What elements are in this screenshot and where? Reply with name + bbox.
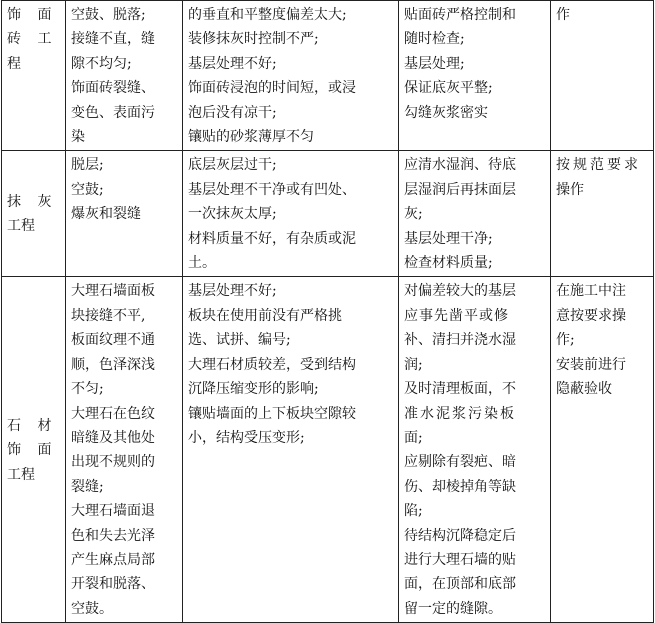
problem-line: 接缝不直，缝: [71, 31, 155, 48]
measure-line: 层湿润后再抹面层: [404, 181, 516, 198]
remark-line: 在施工中注: [556, 283, 626, 300]
problem-line: 不匀;: [71, 381, 104, 398]
cause-line: 材料质量不好，有杂质或泥: [188, 230, 356, 247]
problem-line: 空鼓;: [71, 181, 104, 198]
measure-line: 保证底灰平整;: [404, 80, 493, 97]
project-line: 程: [7, 55, 21, 72]
measure-line: 勾缝灰浆密实: [404, 104, 488, 121]
remark-line: 操作: [556, 181, 584, 198]
causes-cell: [183, 277, 399, 623]
problem-line: 爆灰和裂缝: [71, 206, 141, 223]
cause-line: 一次抹灰太厚;: [188, 206, 277, 223]
cause-line: 基层处理不干净或有凹处、: [188, 181, 356, 198]
measure-line: 灰;: [404, 206, 423, 223]
project-line: 石 材: [7, 417, 58, 434]
cause-line: 板块在使用前没有严格挑: [188, 307, 342, 324]
measure-line: 伤、却棱掉角等缺: [404, 478, 516, 495]
remarks-cell: [551, 151, 654, 277]
cause-line: 基层处理不好;: [188, 283, 277, 300]
problem-line: 出现不规则的: [71, 454, 155, 471]
project-line: 砖 工: [7, 31, 58, 48]
measure-line: 应事先凿平或修: [404, 307, 509, 324]
cause-line: 小，结构受压变形;: [188, 429, 305, 446]
remarks-cell: [551, 277, 654, 623]
measure-line: 应清水湿润、待底: [404, 157, 516, 174]
measure-line: 基层处理;: [404, 55, 465, 72]
project-line: 饰 面: [7, 7, 58, 23]
problem-line: 饰面砖裂缝、: [71, 80, 155, 97]
problem-line: 裂缝;: [71, 478, 104, 495]
problem-line: 开裂和脱落、: [71, 576, 155, 593]
table-row: [2, 1, 654, 151]
cause-line: 泡后没有凉干;: [188, 104, 277, 121]
measure-line: 待结构沉降稳定后: [404, 527, 516, 544]
problem-line: 大理石墙面板: [71, 283, 155, 300]
measure-line: 补、清扫并浇水湿: [404, 332, 516, 349]
remark-line: 作: [556, 7, 570, 23]
cause-line: 的垂直和平整度偏差太大;: [188, 7, 347, 23]
cause-line: 镶贴的砂浆薄厚不匀: [188, 129, 314, 146]
measures-cell: [399, 151, 551, 277]
measure-line: 准水泥浆污染板: [404, 405, 516, 422]
cause-line: 大理石材质较差，受到结构: [188, 356, 356, 373]
problem-line: 色和失去光泽: [71, 527, 155, 544]
measure-line: 面，在顶部和底部: [404, 576, 516, 593]
measures-cell: [399, 277, 551, 623]
remark-line: 按规范要求: [556, 157, 641, 174]
measure-line: 陷;: [404, 503, 423, 520]
cause-line: 选、试拼、编号;: [188, 332, 291, 349]
remark-line: 作;: [556, 332, 575, 349]
project-line: 抹 灰: [7, 194, 58, 211]
causes-cell: [183, 151, 399, 277]
cause-line: 装修抹灰时控制不严;: [188, 31, 319, 48]
causes-cell: [183, 1, 399, 151]
problem-line: 暗缝及其他处: [71, 429, 155, 446]
problem-line: 空鼓。: [71, 600, 113, 617]
quality-table: [1, 0, 654, 623]
measure-line: 基层处理干净;: [404, 230, 493, 247]
cause-line: 土。: [188, 255, 216, 272]
measure-line: 对偏差较大的基层: [404, 283, 516, 300]
table-row: [2, 151, 654, 277]
measure-line: 进行大理石墙的贴: [404, 551, 516, 568]
problem-line: 脱层;: [71, 157, 104, 174]
project-cell: [2, 151, 66, 277]
cause-line: 镶贴墙面的上下板块空隙较: [188, 405, 356, 422]
project-line: 饰 面: [7, 442, 58, 459]
problem-line: 大理石在色纹: [71, 405, 155, 422]
problem-line: 块接缝不平,: [71, 307, 146, 324]
measure-line: 检查材料质量;: [404, 255, 493, 272]
measure-line: 应剔除有裂疤、暗: [404, 454, 516, 471]
problem-line: 板面纹理不通: [71, 332, 155, 349]
cause-line: 基层处理不好;: [188, 55, 277, 72]
problem-line: 产生麻点局部: [71, 551, 155, 568]
remarks-cell: [551, 1, 654, 151]
project-line: 工程: [7, 466, 35, 483]
measure-line: 润;: [404, 356, 423, 373]
problem-line: 大理石墙面退: [71, 503, 155, 520]
problem-line: 变色、表面污: [71, 104, 155, 121]
problem-line: 顺，色泽深浅: [71, 356, 155, 373]
cause-line: 沉降压缩变形的影响;: [188, 381, 319, 398]
remark-line: 安装前进行: [556, 356, 626, 373]
cause-line: 底层灰层过干;: [188, 157, 277, 174]
cause-line: 饰面砖浸泡的时间短，或浸: [188, 80, 356, 97]
measure-line: 随时检查;: [404, 31, 465, 48]
remark-line: 隐蔽验收: [556, 381, 612, 398]
problems-cell: [66, 1, 183, 151]
project-cell: [2, 1, 66, 151]
measures-cell: [399, 1, 551, 151]
project-cell: [2, 277, 66, 623]
measure-line: 及时清理板面，不: [404, 381, 516, 398]
table-row: [2, 277, 654, 623]
problems-cell: [66, 151, 183, 277]
problems-cell: [66, 277, 183, 623]
problem-line: 染: [71, 129, 85, 146]
measure-line: 留一定的缝隙。: [404, 600, 502, 617]
problem-line: 隙不均匀;: [71, 55, 132, 72]
measure-line: 贴面砖严格控制和: [404, 7, 516, 23]
remark-line: 意按要求操: [556, 307, 626, 324]
project-line: 工程: [7, 218, 35, 235]
measure-line: 面;: [404, 429, 423, 446]
problem-line: 空鼓、脱落;: [71, 7, 146, 23]
